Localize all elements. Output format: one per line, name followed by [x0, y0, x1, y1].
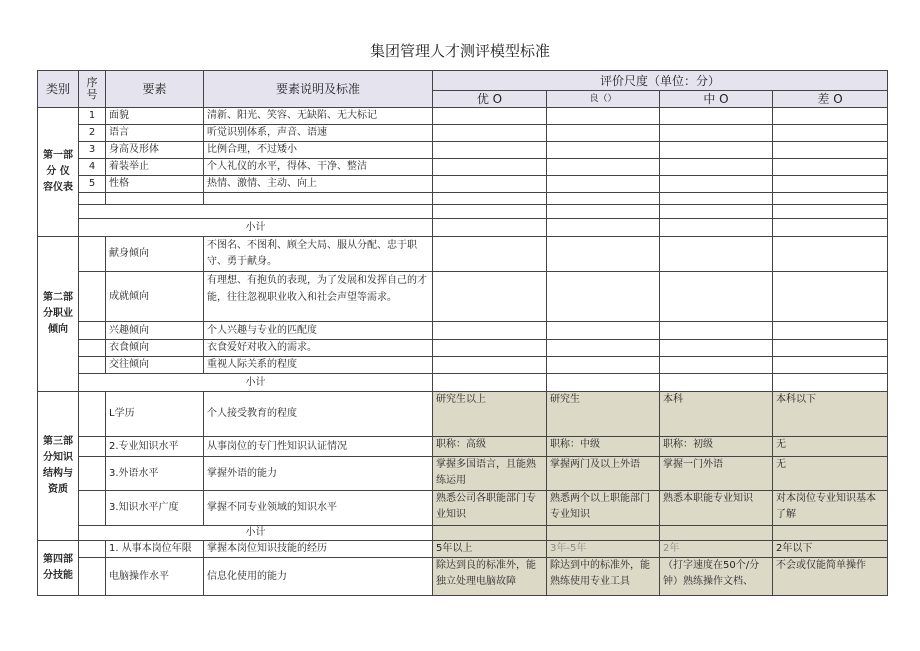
score-cell[interactable]: [773, 219, 888, 237]
criteria-cell: 除达到中的标准外，能熟练使用专业工具: [547, 558, 660, 596]
criteria-cell: 职称：高级: [433, 437, 547, 457]
row-element: 着装举止: [106, 159, 204, 176]
grade-excellent: 优 O: [433, 91, 547, 108]
criteria-cell: 本科以下: [773, 392, 888, 437]
row-element: 3.知识水平广度: [106, 491, 204, 526]
subtotal-row: [38, 374, 888, 392]
score-cell[interactable]: [547, 272, 660, 322]
criteria-cell: 熟悉本职能专业知识: [660, 491, 773, 526]
criteria-cell: 无: [773, 457, 888, 491]
table-row: [38, 176, 888, 193]
score-cell[interactable]: [547, 142, 660, 159]
score-cell[interactable]: [547, 125, 660, 142]
row-element: 3.外语水平: [106, 457, 204, 491]
row-element: 性格: [106, 176, 204, 193]
criteria-cell: 熟悉公司各职能部门专业知识: [433, 491, 547, 526]
table-row: [38, 193, 888, 205]
criteria-cell: 3年-5年: [547, 541, 660, 558]
score-cell[interactable]: [660, 108, 773, 125]
score-cell[interactable]: [433, 159, 547, 176]
score-cell[interactable]: [433, 108, 547, 125]
score-cell[interactable]: [433, 176, 547, 193]
row-seq: 5: [79, 176, 106, 193]
score-cell[interactable]: [433, 193, 547, 205]
table-row: [38, 357, 888, 374]
criteria-cell: 职称：初级: [660, 437, 773, 457]
table-row: [38, 558, 888, 596]
score-cell[interactable]: [660, 193, 773, 205]
score-cell[interactable]: [660, 272, 773, 322]
table-row: [38, 340, 888, 357]
row-desc: 衣食爱好对收入的需求。: [204, 340, 433, 357]
table-row: [38, 142, 888, 159]
criteria-cell: 掌握多国语言，且能熟练运用: [433, 457, 547, 491]
criteria-cell: 除达到良的标准外，能独立处理电脑故障: [433, 558, 547, 596]
score-cell[interactable]: [773, 272, 888, 322]
row-element: 身高及形体: [106, 142, 204, 159]
score-cell[interactable]: [547, 322, 660, 340]
score-cell[interactable]: [660, 205, 773, 219]
subtotal-row: [38, 219, 888, 237]
row-element: 电脑操作水平: [106, 558, 204, 596]
score-cell[interactable]: [433, 142, 547, 159]
row-element: 兴趣倾向: [106, 322, 204, 340]
criteria-cell: （打字速度在50个/分钟）熟练操作文档、: [660, 558, 773, 596]
score-cell[interactable]: [433, 237, 547, 272]
score-cell[interactable]: [773, 357, 888, 374]
score-cell[interactable]: [547, 219, 660, 237]
score-cell[interactable]: [773, 108, 888, 125]
row-desc: 有理想、有抱负的表现，为了发展和发挥自己的才能，往往忽视职业收入和社会声望等需求。: [204, 272, 433, 322]
row-desc: 从事岗位的专门性知识认证情况: [204, 437, 433, 457]
score-cell[interactable]: [773, 176, 888, 193]
score-cell[interactable]: [547, 193, 660, 205]
row-seq: 2: [79, 125, 106, 142]
row-desc: 掌握不同专业领域的知识水平: [204, 491, 433, 526]
row-element: 语言: [106, 125, 204, 142]
score-cell[interactable]: [660, 526, 773, 541]
score-cell[interactable]: [660, 237, 773, 272]
score-cell[interactable]: [433, 322, 547, 340]
table-row: [38, 108, 888, 125]
row-desc: 掌握本岗位知识技能的经历: [204, 541, 433, 558]
score-cell[interactable]: [660, 142, 773, 159]
table-row: [38, 457, 888, 491]
criteria-cell: 掌握一门外语: [660, 457, 773, 491]
criteria-cell: 对本岗位专业知识基本了解: [773, 491, 888, 526]
row-desc: 听觉识别体系，声音、语速: [204, 125, 433, 142]
grade-average: 中 O: [660, 91, 773, 108]
subtotal-label: 小计: [79, 526, 433, 541]
header-seq: 序号: [79, 71, 106, 108]
score-cell[interactable]: [773, 125, 888, 142]
header-category: 类别: [38, 71, 79, 108]
score-cell[interactable]: [547, 176, 660, 193]
criteria-cell: 研究生以上: [433, 392, 547, 437]
score-cell[interactable]: [773, 526, 888, 541]
score-cell[interactable]: [433, 272, 547, 322]
criteria-cell: 研究生: [547, 392, 660, 437]
row-desc: 掌握外语的能力: [204, 457, 433, 491]
section-3-category: 第三部分知识结构与资质: [38, 392, 79, 541]
score-cell[interactable]: [773, 374, 888, 392]
criteria-cell: 掌握两门及以上外语: [547, 457, 660, 491]
row-desc: 个人兴趣与专业的匹配度: [204, 322, 433, 340]
section-2-category: 第二部分职业倾向: [38, 237, 79, 392]
criteria-cell: 职称：中级: [547, 437, 660, 457]
score-cell[interactable]: [433, 374, 547, 392]
score-cell[interactable]: [547, 357, 660, 374]
subtotal-row: [38, 526, 888, 541]
score-cell[interactable]: [547, 526, 660, 541]
row-element: L学历: [106, 392, 204, 437]
row-seq: 4: [79, 159, 106, 176]
evaluation-table: [37, 70, 888, 596]
score-cell[interactable]: [773, 142, 888, 159]
row-element: 成就倾向: [106, 272, 204, 322]
grade-poor: 差 O: [773, 91, 888, 108]
row-desc: 热情、激情、主动、向上: [204, 176, 433, 193]
score-cell[interactable]: [660, 176, 773, 193]
row-desc: 不图名、不图利、顾全大局、服从分配、忠于职守、勇于献身。: [204, 237, 433, 272]
row-desc: 信息化使用的能力: [204, 558, 433, 596]
score-cell[interactable]: [660, 374, 773, 392]
score-cell[interactable]: [547, 108, 660, 125]
score-cell[interactable]: [660, 322, 773, 340]
score-cell[interactable]: [773, 159, 888, 176]
row-desc: 个人礼仪的水平，得体、干净、整洁: [204, 159, 433, 176]
score-cell[interactable]: [433, 205, 547, 219]
table-row: [38, 392, 888, 437]
table-row: [38, 491, 888, 526]
header-scale: 评价尺度（单位：分）: [433, 71, 888, 91]
table-row: [38, 205, 888, 219]
row-desc: 比例合理，不过矮小: [204, 142, 433, 159]
score-cell[interactable]: [660, 340, 773, 357]
score-cell[interactable]: [547, 205, 660, 219]
criteria-cell: 本科: [660, 392, 773, 437]
score-cell[interactable]: [660, 159, 773, 176]
score-cell[interactable]: [433, 340, 547, 357]
score-cell[interactable]: [547, 237, 660, 272]
score-cell[interactable]: [660, 219, 773, 237]
table-row: [38, 437, 888, 457]
score-cell[interactable]: [773, 205, 888, 219]
score-cell[interactable]: [433, 357, 547, 374]
score-cell[interactable]: [773, 322, 888, 340]
header-element: 要素: [106, 71, 204, 108]
score-cell[interactable]: [547, 374, 660, 392]
row-seq: 1: [79, 108, 106, 125]
section-4-category: 第四部分技能: [38, 541, 79, 596]
row-element: 衣食倾向: [106, 340, 204, 357]
score-cell[interactable]: [773, 340, 888, 357]
score-cell[interactable]: [660, 357, 773, 374]
table-row: [38, 237, 888, 272]
score-cell[interactable]: [433, 219, 547, 237]
score-cell[interactable]: [660, 125, 773, 142]
score-cell[interactable]: [433, 125, 547, 142]
row-seq: 3: [79, 142, 106, 159]
grade-good: 良（）: [547, 91, 660, 108]
criteria-cell: 2年以下: [773, 541, 888, 558]
subtotal-label: 小计: [79, 374, 433, 392]
criteria-cell: 不会或仅能简单操作: [773, 558, 888, 596]
table-row: [38, 322, 888, 340]
row-element: 1. 从事本岗位年限: [106, 541, 204, 558]
score-cell[interactable]: [773, 193, 888, 205]
row-element: 面貌: [106, 108, 204, 125]
criteria-cell: 2年: [660, 541, 773, 558]
row-desc: 清新、阳光、笑容、无缺陷、无大标记: [204, 108, 433, 125]
table-row: [38, 272, 888, 322]
row-desc: 重视人际关系的程度: [204, 357, 433, 374]
table-row: [38, 541, 888, 558]
row-element: 献身倾向: [106, 237, 204, 272]
header-desc: 要素说明及标准: [204, 71, 433, 108]
subtotal-label: 小计: [79, 219, 433, 237]
table-row: [38, 125, 888, 142]
row-element: 交往倾向: [106, 357, 204, 374]
row-element: 2.专业知识水平: [106, 437, 204, 457]
table-row: [38, 159, 888, 176]
score-cell[interactable]: [547, 340, 660, 357]
page-title: 集团管理人才测评模型标准: [369, 42, 550, 60]
section-1-category: 第一部分 仪 容仪表: [38, 108, 79, 237]
row-desc: 个人接受教育的程度: [204, 392, 433, 437]
score-cell[interactable]: [547, 159, 660, 176]
criteria-cell: 无: [773, 437, 888, 457]
criteria-cell: 5年以上: [433, 541, 547, 558]
score-cell[interactable]: [433, 526, 547, 541]
criteria-cell: 熟悉两个以上职能部门专业知识: [547, 491, 660, 526]
score-cell[interactable]: [773, 237, 888, 272]
